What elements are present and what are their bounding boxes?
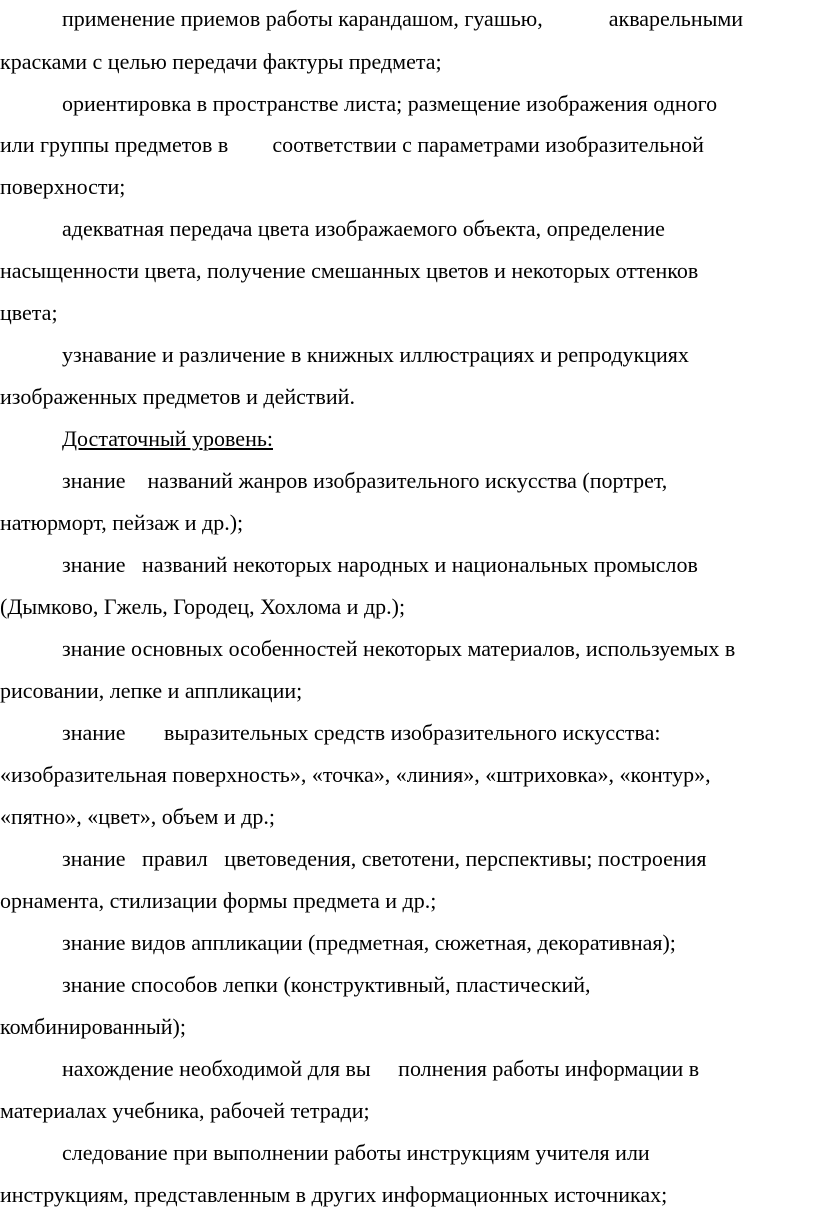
text-line: поверхности; [0,174,126,199]
text-line: насыщенности цвета, получение смешанных цветов и некоторых оттенков [0,258,699,283]
text-line: знание выразительных средств изобразительного искусства: [62,720,661,745]
text-line: рисовании, лепке и аппликации; [0,678,303,703]
text-line: (Дымково, Гжель, Городец, Хохлома и др.); [0,594,406,619]
text-line: цвета; [0,300,58,325]
text-line: инструкциям, представленным в других информационных источниках; [0,1182,668,1207]
text-line: «изобразительная поверхность», «точка», «линия», «штриховка», «контур», [0,762,711,787]
text-line: знание основных особенностей некоторых материалов, используемых в [62,636,736,661]
text-line: ориентировка в пространстве листа; размещение изображения одного [62,91,718,116]
text-line: знание правил цветоведения, светотени, перспективы; построения [62,846,707,871]
text-line: знание видов аппликации (предметная, сюжетная, декоративная); [62,930,676,955]
text-line: нахождение необходимой для вы полнения работы информации в [62,1056,700,1081]
text-line: следование при выполнении работы инструкциям учителя или [62,1140,650,1165]
text-line: знание способов лепки (конструктивный, пластический, [62,972,591,997]
text-line: применение приемов работы карандашом, гуашью, акварельными [62,6,744,31]
text-line: красками с целью передачи фактуры предмета; [0,49,442,74]
text-line: адекватная передача цвета изображаемого объекта, определение [62,216,665,241]
text-line: комбинированный); [0,1014,186,1039]
text-line: изображенных предметов и действий. [0,384,355,409]
text-line: натюрморт, пейзаж и др.); [0,510,244,535]
section-heading: Достаточный уровень: [62,426,273,451]
text-line: или группы предметов в соответствии с параметрами изобразительной [0,132,704,157]
text-line: знание названий некоторых народных и национальных промыслов [62,552,698,577]
text-line: орнамента, стилизации формы предмета и др.; [0,888,437,913]
text-line: знание названий жанров изобразительного искусства (портрет, [62,468,668,493]
text-line: узнавание и различение в книжных иллюстрациях и репродукциях [62,342,689,367]
text-line: «пятно», «цвет», объем и др.; [0,804,275,829]
text-line: материалах учебника, рабочей тетради; [0,1098,370,1123]
